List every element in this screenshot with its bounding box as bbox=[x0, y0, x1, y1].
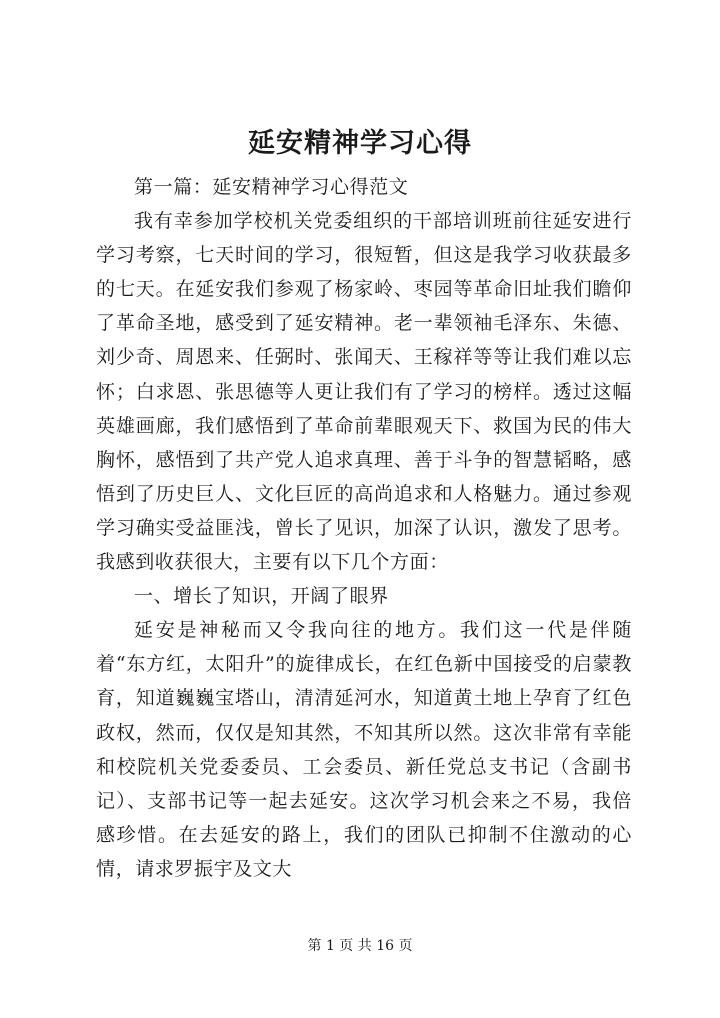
section-heading: 第一篇：延安精神学习心得范文 bbox=[134, 176, 409, 198]
body-paragraph-2: 延安是神秘而又令我向往的地方。我们这一代是伴随着“东方红，太阳升”的旋律成长，在红色新中国接受的启蒙教育，知道巍巍宝塔山，清清延河水，知道黄土地上孕育了红色政权，然而，仅仅是知其然，不知其所以然。这次非常有幸能和校院机关党委委员、工会委员、新任党总支书记（含副书记）、支部书记等一起去延安。这次学习机会来之不易，我倍感珍惜。在去延安的路上，我们的团队已抑制不住激动的心情，请求罗振宇及文大 bbox=[96, 619, 632, 880]
document-body bbox=[96, 170, 632, 886]
body-paragraph-1: 我有幸参加学校机关党委组织的干部培训班前往延安进行学习考察，七天时间的学习，很短暂，但这是我学习收获最多的七天。在延安我们参观了杨家岭、枣园等革命旧址我们瞻仰了革命圣地，感受到了延安精神。老一辈领袖毛泽东、朱德、刘少奇、周恩来、任弼时、张闻天、王稼祥等等让我们难以忘怀；白求恩、张思德等人更让我们有了学习的榜样。透过这幅英雄画廊，我们感悟到了革命前辈眼观天下、救国为民的伟大胸怀，感悟到了共产党人追求真理、善于斗争的智慧韬略，感悟到了历史巨人、文化巨匠的高尚追求和人格魅力。通过参观学习确实受益匪浅，曾长了见识，加深了认识，激发了思考。我感到收获很大，主要有以下几个方面： bbox=[96, 210, 632, 574]
page-number-footer: 第 1 页 共 16 页 bbox=[307, 938, 413, 954]
document-title: 延安精神学习心得 bbox=[248, 128, 472, 159]
subheading-1: 一、增长了知识，开阔了眼界 bbox=[134, 585, 389, 608]
